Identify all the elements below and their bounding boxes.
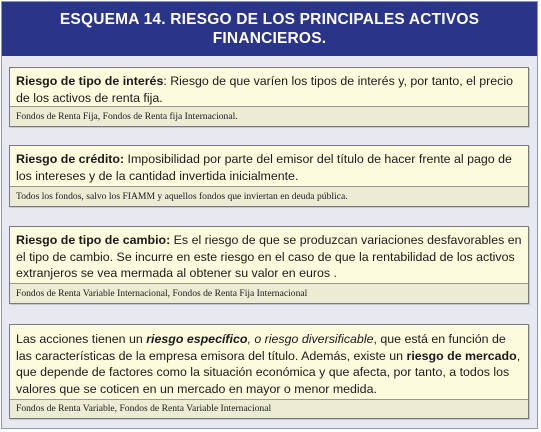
risk-description: [10, 146, 528, 187]
risk-title: Riesgo de tipo de cambio:: [16, 233, 171, 247]
affected-funds: Todos los fondos, salvo los FIAMM y aquellos fondos que inviertan en deuda pública.: [10, 187, 528, 206]
risk-card-equity: [9, 324, 529, 419]
risk-text: : Riesgo de que varíen los tipos de interés y, por tanto, el precio de los activos de renta fija.: [16, 74, 514, 105]
scheme-frame: [1, 1, 538, 429]
market-risk-term: riesgo de mercado: [406, 348, 517, 363]
risk-card-credit: [9, 145, 529, 207]
risk-text: Es el riesgo de que se produzcan variaciones desfavorables en el tipo de cambio. Se incurre en este riesgo en el caso de que la rentabilidad de los activos extranjeros se vea mermada al obtener su valor en euros .: [16, 233, 522, 280]
scheme-header: [2, 2, 537, 56]
risk-description: [10, 68, 528, 107]
scheme-title-line-2: FINANCIEROS.: [212, 30, 327, 47]
risk-description: [10, 325, 528, 400]
risk-text: Las acciones tienen un: [16, 332, 147, 346]
risk-text: Imposibilidad por parte del emisor del título de hacer frente al pago de los intereses y de la cantidad invertida inicialmente.: [16, 152, 512, 183]
affected-funds: Fondos de Renta Fija, Fondos de Renta fija Internacional.: [10, 107, 528, 126]
risk-text: , que depende de factores como la situación económica y que afecta, por tanto, a todos los valores que se coticen en un mercado en mayor o menor medida.: [16, 348, 521, 396]
risk-card-interest-rate: [9, 67, 529, 127]
affected-funds: Fondos de Renta Variable, Fondos de Renta Variable Internacional: [10, 400, 528, 418]
specific-risk-term: riesgo específico: [146, 332, 248, 346]
risk-description: [10, 227, 528, 284]
risk-card-exchange-rate: [9, 226, 529, 304]
scheme-title-line-1: ESQUEMA 14. RIESGO DE LOS PRINCIPALES ACTIVOS: [59, 11, 480, 28]
risk-title: Riesgo de crédito:: [16, 152, 125, 166]
risk-title: Riesgo de tipo de interés: [16, 74, 164, 88]
risk-text: , o: [247, 332, 265, 346]
risk-text: , que está en función de las características de la empresa emisora del título. Además, existe un: [16, 332, 506, 363]
affected-funds: Fondos de Renta Variable Internacional, Fondos de Renta Fija Internacional: [10, 284, 528, 303]
diversifiable-risk-term: riesgo diversificable: [264, 332, 374, 346]
